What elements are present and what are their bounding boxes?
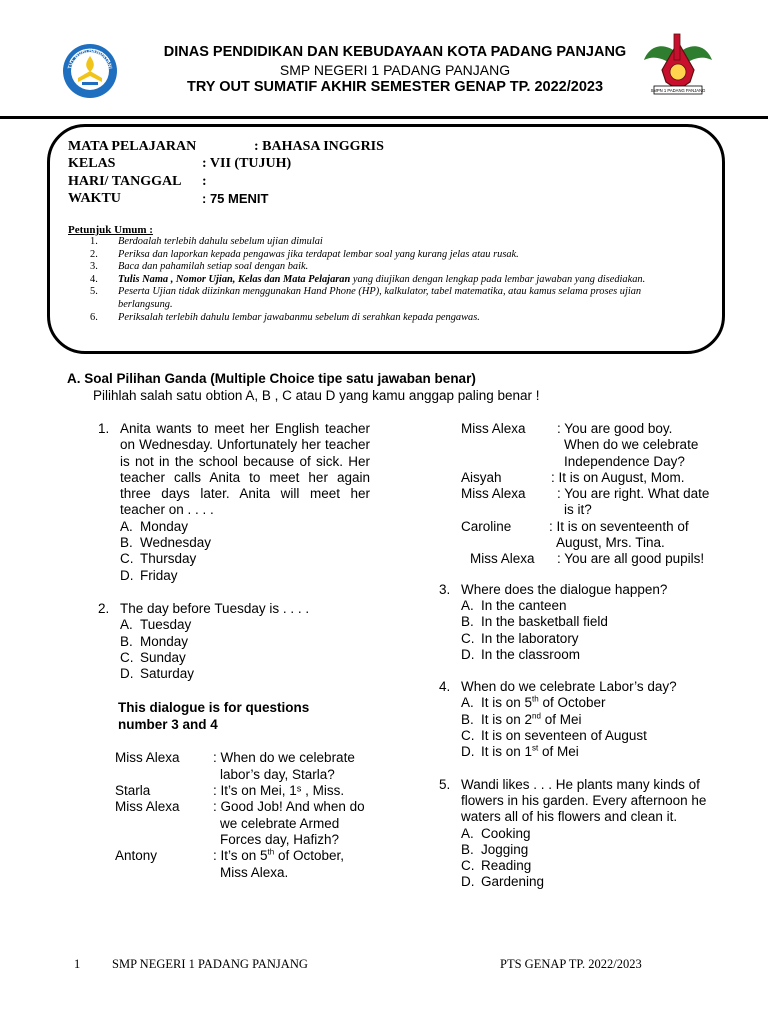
header-exam-title: TRY OUT SUMATIF AKHIR SEMESTER GENAP TP. 2022/2023 — [186, 79, 604, 95]
option-letter: A. — [461, 825, 474, 841]
dialogue-line — [115, 799, 375, 848]
option-text: In the canteen — [481, 597, 567, 613]
petunjuk-item-number: 5. — [90, 286, 98, 298]
question-number: 2. — [98, 600, 110, 616]
dialogue-heading: This dialogue is for questions number 3 and 4 — [118, 700, 310, 733]
petunjuk-item-text: Baca dan pahamilah setiap soal dengan baik. — [118, 261, 309, 273]
question-number: 4. — [439, 679, 451, 695]
option-letter: B. — [461, 614, 474, 630]
option-b[interactable] — [461, 842, 711, 858]
option-text: Saturday — [140, 666, 195, 682]
option-text: Reading — [481, 858, 532, 874]
option-text: Friday — [140, 567, 178, 583]
utterance-cont: of October, Miss Alexa. — [220, 848, 345, 880]
option-a[interactable] — [461, 826, 711, 842]
utterance: : It’s on 5 — [213, 848, 268, 864]
speaker: Antony — [115, 848, 158, 864]
school-logo-text: SMPN 1 PADANG PANJANG — [650, 88, 706, 93]
info-label: WAKTU — [68, 191, 121, 206]
question-text: The day before Tuesday is . . . . — [120, 600, 310, 616]
question-number: 1. — [98, 421, 110, 436]
speaker: Miss Alexa — [461, 421, 526, 436]
option-b[interactable] — [120, 535, 370, 551]
petunjuk-list — [90, 236, 690, 324]
dialogue-line — [461, 486, 711, 519]
question-text: Wandi likes . . . He plants many kinds of flowers in his garden. Every afternoon he waters all of his flowers and clean it. — [461, 776, 707, 825]
petunjuk-item — [90, 286, 690, 311]
question-2 — [98, 600, 370, 617]
option-letter: A. — [461, 597, 474, 613]
petunjuk-item-text-cont: yang diujikan dengan lengkap pada lembar jawaban yang disediakan. — [350, 273, 646, 285]
header-school: SMP NEGERI 1 PADANG PANJANG — [279, 62, 511, 78]
petunjuk-item-number: 2. — [90, 248, 98, 260]
options — [120, 519, 370, 584]
option-d[interactable] — [120, 666, 370, 682]
petunjuk-item-text: Peserta Ujian tidak diizinkan menggunakan Hand Phone (HP), kalkulator, tabel matematika, atau kamus selama proses ujian berlangsung. — [118, 286, 642, 310]
option-c[interactable] — [120, 650, 370, 666]
petunjuk-item-number: 3. — [90, 261, 98, 273]
option-b[interactable] — [461, 614, 711, 630]
option-letter: D. — [120, 567, 134, 583]
speaker: Miss Alexa — [115, 799, 180, 815]
option-d[interactable] — [461, 874, 711, 890]
dialogue-line — [115, 750, 375, 783]
options — [461, 695, 711, 760]
option-text: It is on 5 — [481, 695, 533, 711]
petunjuk-item-text: Berdoalah terlebih dahulu sebelum ujian dimulai — [118, 236, 323, 247]
question-number: 5. — [439, 776, 451, 792]
speaker: Aisyah — [461, 469, 502, 485]
option-letter: B. — [120, 633, 133, 649]
dialogue-line — [115, 848, 375, 881]
utterance: : You are right. What date is it? — [557, 486, 710, 518]
option-letter: A. — [120, 518, 133, 534]
utterance: : It’s on Mei, 1ˢ , Miss. — [213, 783, 345, 799]
option-d[interactable] — [461, 744, 711, 760]
question-4 — [439, 679, 711, 695]
options — [461, 826, 711, 891]
speaker: Miss Alexa — [115, 750, 180, 766]
utterance-superscript: th — [267, 847, 275, 857]
speaker: Starla — [115, 783, 151, 799]
option-text-cont: of Mei — [538, 744, 579, 760]
option-text: In the basketball field — [481, 614, 608, 630]
speaker: Miss Alexa — [461, 486, 526, 502]
header-rule — [0, 116, 768, 119]
option-letter: C. — [120, 551, 134, 567]
option-text: Monday — [140, 518, 189, 534]
option-a[interactable] — [461, 695, 711, 711]
speaker: Miss Alexa — [470, 551, 535, 567]
option-text: It is on 1 — [481, 744, 533, 760]
footer-school: SMP NEGERI 1 PADANG PANJANG — [112, 957, 308, 971]
option-text: Monday — [140, 633, 189, 649]
option-letter: C. — [461, 728, 475, 744]
info-value: : BAHASA INGGRIS — [254, 139, 384, 154]
option-d[interactable] — [461, 647, 711, 663]
option-letter: D. — [461, 874, 475, 890]
option-letter: C. — [461, 858, 475, 874]
option-text: Tuesday — [140, 617, 192, 633]
header-department: DINAS PENDIDIKAN DAN KEBUDAYAAN KOTA PADANG PANJANG — [163, 44, 627, 60]
question-text: Where does the dialogue happen? — [461, 581, 668, 597]
info-value: : VII (TUJUH) — [202, 156, 292, 171]
info-value: : — [202, 174, 207, 189]
option-letter: B. — [120, 535, 133, 551]
petunjuk-item — [90, 236, 690, 249]
petunjuk-item-number: 4. — [90, 273, 98, 285]
option-d[interactable] — [120, 568, 370, 584]
question-text: Anita wants to meet her English teacher on Wednesday. Unfortunately her teacher is not in the school because of sick. Her teacher calls Anita to meet her again three days later. Anita will meet her teacher on . . . . — [120, 421, 370, 518]
section-a-title: A. Soal Pilihan Ganda (Multiple Choice tipe satu jawaban benar) — [67, 371, 476, 386]
option-superscript: nd — [532, 711, 541, 721]
petunjuk-item — [90, 249, 690, 262]
option-text: Sunday — [140, 649, 186, 665]
dialogue-line — [461, 519, 711, 552]
option-text: In the classroom — [481, 646, 581, 662]
question-text: When do we celebrate Labor’s day? — [461, 679, 677, 695]
option-text-cont: of Mei — [540, 711, 582, 727]
option-text: Cooking — [481, 825, 531, 841]
footer-page-number: 1 — [74, 957, 81, 971]
info-label: HARI/ TANGGAL — [68, 174, 182, 189]
option-a[interactable] — [461, 598, 711, 614]
petunjuk-item-text: Tulis Nama , Nomor Ujian, Kelas dan Mata Pelajaran — [118, 273, 351, 285]
question-5 — [439, 776, 711, 826]
option-text: Jogging — [481, 841, 529, 857]
tut-wuri-handayani-logo — [62, 38, 118, 104]
options — [120, 617, 370, 682]
logo-motto: TUT WURI HANDAYANI — [67, 47, 113, 70]
utterance: : Good Job! And when do we celebrate Armed Forces day, Hafizh? — [213, 799, 365, 847]
options — [461, 598, 711, 663]
option-letter: D. — [461, 646, 475, 662]
option-c[interactable] — [120, 551, 370, 567]
option-letter: B. — [461, 711, 474, 727]
utterance: : You are all good pupils! — [557, 551, 705, 567]
info-value: : 75 MENIT — [202, 191, 269, 206]
petunjuk-item — [90, 274, 690, 287]
petunjuk-item-number: 6. — [90, 311, 98, 323]
option-text: It is on seventeen of August — [481, 728, 647, 744]
utterance: : You are good boy. When do we celebrate Independence Day? — [557, 421, 699, 469]
petunjuk-item-number: 1. — [90, 236, 98, 247]
option-letter: D. — [461, 744, 475, 760]
option-c[interactable] — [461, 858, 711, 874]
option-letter: A. — [120, 617, 133, 633]
option-c[interactable] — [461, 631, 711, 647]
option-text: Wednesday — [140, 535, 212, 551]
info-label: KELAS — [68, 156, 116, 171]
petunjuk-title: Petunjuk Umum : — [68, 224, 153, 236]
dialogue-right — [461, 421, 711, 568]
option-superscript: th — [532, 694, 539, 704]
petunjuk-item — [90, 261, 690, 274]
option-letter: D. — [120, 666, 134, 682]
option-c[interactable] — [461, 728, 711, 744]
utterance: : When do we celebrate labor’s day, Starla? — [213, 750, 355, 782]
dialogue-line — [461, 551, 711, 567]
petunjuk-item — [90, 312, 690, 325]
option-text-cont: of October — [538, 695, 606, 711]
petunjuk-item-text: Periksa dan laporkan kepada pengawas jika terdapat lembar soal yang kurang jelas atau rusak. — [118, 248, 519, 260]
question-1 — [98, 421, 370, 519]
utterance: : It is on August, Mom. — [551, 469, 685, 485]
option-text: It is on 2 — [481, 711, 533, 727]
section-a-instruction: Pilihlah salah satu obtion A, B , C atau D yang kamu anggap paling benar ! — [93, 388, 540, 403]
info-label: MATA PELAJARAN — [68, 139, 197, 154]
utterance: : It is on seventeenth of August, Mrs. Tina. — [549, 518, 689, 551]
option-a[interactable] — [120, 617, 370, 633]
petunjuk-item-text: Periksalah terlebih dahulu lembar jawabanmu sebelum di serahkan kepada pengawas. — [118, 311, 480, 323]
footer-exam: PTS GENAP TP. 2022/2023 — [500, 957, 642, 971]
option-letter: A. — [461, 695, 474, 711]
option-letter: C. — [120, 649, 134, 665]
dialogue-line — [461, 421, 711, 470]
option-letter: B. — [461, 841, 474, 857]
option-text: In the laboratory — [481, 630, 579, 646]
question-number: 3. — [439, 581, 451, 597]
option-text: Gardening — [481, 874, 545, 890]
left-column — [98, 421, 370, 881]
option-b[interactable] — [120, 634, 370, 650]
dialogue-line — [461, 470, 711, 486]
option-text: Thursday — [140, 551, 197, 567]
right-column — [439, 421, 711, 891]
speaker: Caroline — [461, 518, 512, 534]
option-a[interactable] — [120, 519, 370, 535]
option-b[interactable] — [461, 712, 711, 728]
option-superscript: st — [532, 743, 539, 753]
dialogue-line — [115, 783, 375, 799]
option-letter: C. — [461, 630, 475, 646]
dialogue-left — [115, 750, 375, 880]
question-3 — [439, 581, 711, 598]
